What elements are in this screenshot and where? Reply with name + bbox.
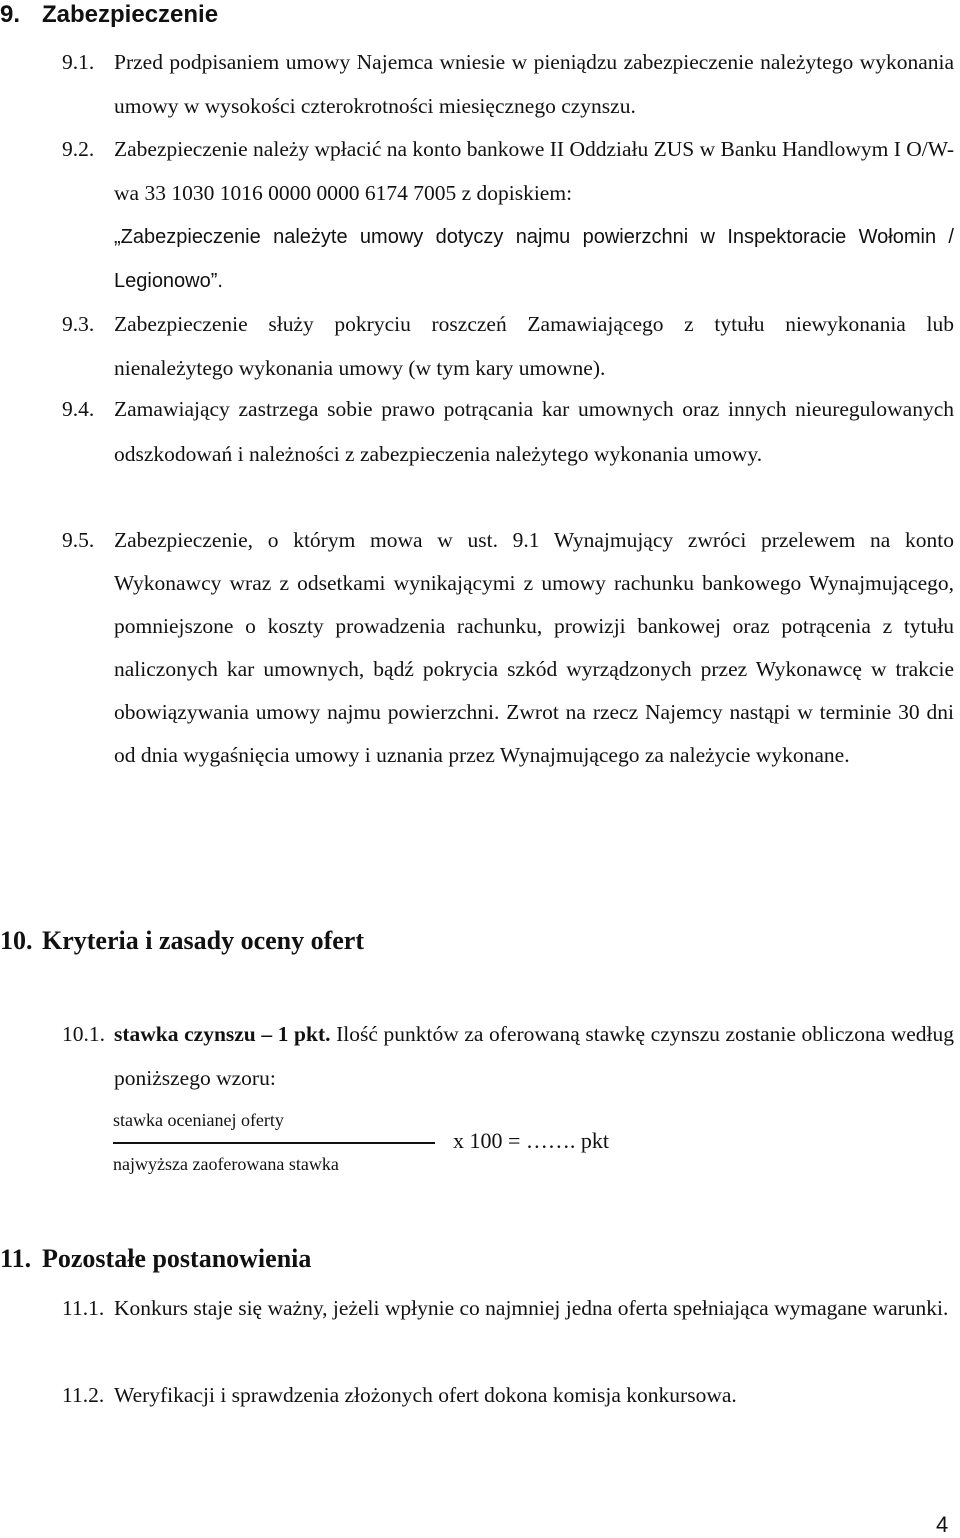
section-heading-11 bbox=[0, 1244, 311, 1274]
item-number: 9.1. bbox=[62, 50, 95, 74]
item-body: Ilość punktów za oferowaną stawkę czynszu zostanie obliczona według poniższego wzoru: bbox=[114, 1022, 955, 1090]
formula bbox=[113, 1104, 673, 1194]
list-item-9-4 bbox=[62, 387, 954, 476]
section-title: Zabezpieczenie bbox=[42, 1, 219, 28]
section-title: Pozostałe postanowienia bbox=[42, 1244, 312, 1273]
item-number: 9.3. bbox=[62, 312, 95, 336]
item-number: 9.5. bbox=[62, 528, 95, 552]
item-text: Zabezpieczenie należy wpłacić na konto bankowe II Oddziału ZUS w Banku Handlowym I O/W-wa 33 1030 1016 0000 0000 6174 7005 z dopiskiem: bbox=[114, 137, 955, 205]
formula-denominator: najwyższa zaoferowana stawka bbox=[113, 1154, 339, 1174]
section-heading-10 bbox=[0, 926, 364, 956]
item-text: Zamawiający zastrzega sobie prawo potrącania kar umownych oraz innych nieuregulowanych odszkodowań i należności z zabezpieczenia należytego wykonania umowy. bbox=[114, 397, 954, 466]
item-text: Zabezpieczenie służy pokryciu roszczeń Zamawiającego z tytułu niewykonania lub nienależytego wykonania umowy (w tym kary umowne). bbox=[114, 312, 954, 380]
list-item-9-5 bbox=[62, 519, 954, 777]
formula-numerator: stawka ocenianej oferty bbox=[113, 1110, 284, 1130]
item-text: Weryfikacji i sprawdzenia złożonych ofert dokona komisja konkursowa. bbox=[114, 1383, 737, 1407]
item-bold-lead: stawka czynszu – 1 pkt. bbox=[114, 1022, 331, 1046]
list-item-9-3 bbox=[62, 302, 954, 390]
item-text: Konkurs staje się ważny, jeżeli wpłynie co najmniej jedna oferta spełniająca wymagane warunki. bbox=[114, 1296, 949, 1320]
item-number: 9.4. bbox=[62, 397, 95, 421]
item-text-quote: „Zabezpieczenie należyte umowy dotyczy najmu powierzchni w Inspektoracie Wołomin / Legionowo”. bbox=[114, 226, 954, 292]
item-text bbox=[114, 1012, 954, 1100]
page-number: 4 bbox=[936, 1512, 949, 1537]
section-number: 11. bbox=[0, 1244, 32, 1273]
item-number: 11.2. bbox=[62, 1383, 105, 1407]
fraction-bar bbox=[113, 1142, 435, 1144]
section-number: 9. bbox=[0, 1, 21, 28]
item-number: 10.1. bbox=[62, 1022, 105, 1046]
section-number: 10. bbox=[0, 926, 33, 955]
section-heading-9 bbox=[0, 0, 218, 30]
item-text: Zabezpieczenie, o którym mowa w ust. 9.1 Wynajmujący zwróci przelewem na konto Wykonawcy wraz z odsetkami wynikającymi z umowy rachunku bankowego Wynajmującego, pomniejszone o koszty prowadzenia rachunku, prowizji bankowej oraz potrącenia z tytułu naliczonych kar umownych, bądź pokrycia szkód wyrządzonych przez Wykonawcę w trakcie obowiązywania umowy najmu powierzchni. Zwrot na rzecz Najemcy nastąpi w terminie 30 dni od dnia wygaśnięcia umowy i uznania przez Wynajmującego za należycie wykonane. bbox=[114, 528, 954, 767]
list-item-10-1 bbox=[62, 1012, 954, 1100]
list-item-11-1 bbox=[62, 1286, 954, 1330]
list-item-11-2 bbox=[62, 1373, 954, 1417]
list-item-9-1 bbox=[62, 40, 954, 128]
formula-result: x 100 = ……. pkt bbox=[453, 1128, 610, 1153]
list-item-9-2 bbox=[62, 127, 954, 303]
item-text: Przed podpisaniem umowy Najemca wniesie w pieniądzu zabezpieczenie należytego wykonania umowy w wysokości czterokrotności miesięcznego czynszu. bbox=[114, 50, 954, 118]
item-number: 11.1. bbox=[62, 1296, 105, 1320]
item-number: 9.2. bbox=[62, 137, 95, 161]
section-title: Kryteria i zasady oceny ofert bbox=[42, 926, 365, 955]
